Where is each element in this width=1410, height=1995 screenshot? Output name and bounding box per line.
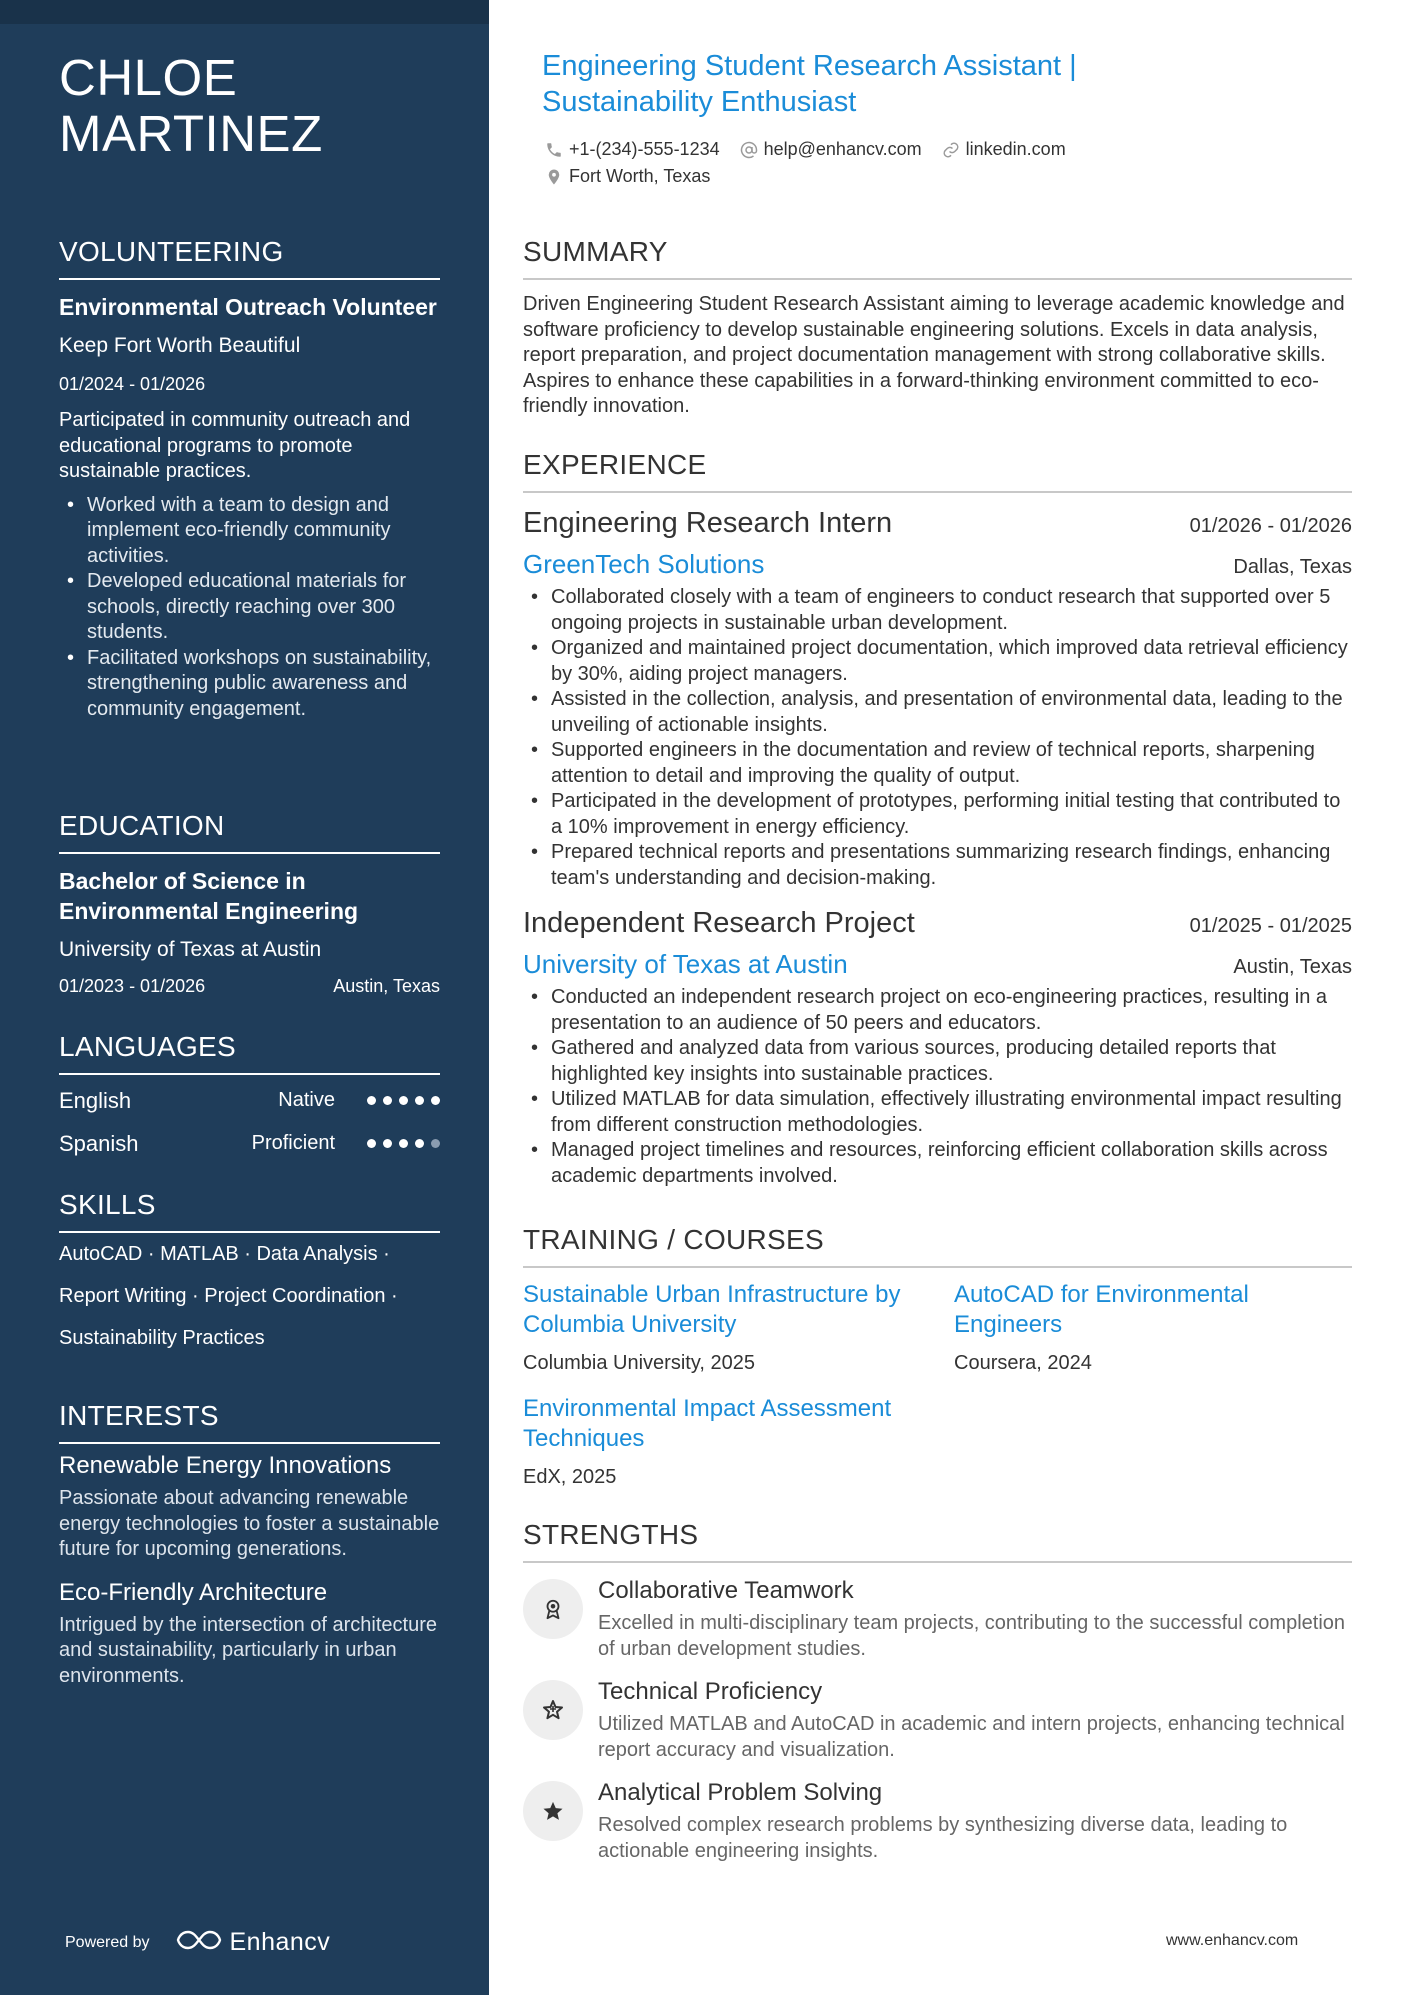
job-bullets	[523, 585, 1352, 891]
strength-item	[523, 1676, 1352, 1763]
experience-heading: EXPERIENCE	[523, 447, 1352, 493]
course-provider: Coursera, 2024	[954, 1352, 1092, 1374]
job-location: Austin, Texas	[1233, 956, 1352, 978]
volunteer-bullets	[59, 493, 440, 723]
job-bullet: • Gathered and analyzed data from various sources, producing detailed reports that highlighted key insights into sustainable practices.	[523, 1036, 1352, 1087]
strength-text	[598, 1575, 1352, 1662]
rating-dot	[383, 1096, 392, 1105]
rating-dot	[415, 1096, 424, 1105]
at-sign-icon	[740, 141, 758, 159]
education-dates: 01/2023 - 01/2026	[59, 976, 206, 996]
contact-row	[545, 136, 1345, 163]
summary-section	[523, 234, 1352, 420]
enhancv-logo-icon	[176, 1928, 222, 1957]
education-degree: Bachelor of Science in Environmental Engineering	[59, 868, 359, 924]
course-title: AutoCAD for Environmental Engineers	[954, 1281, 1249, 1338]
volunteer-bullet: • Developed educational materials for schools, directly reaching over 300 students.	[59, 569, 440, 646]
course-item	[523, 1394, 954, 1490]
training-heading: TRAINING / COURSES	[523, 1222, 1352, 1268]
phone-number: +1-(234)-555-1234	[569, 139, 720, 159]
strength-description: Utilized MATLAB and AutoCAD in academic and intern projects, enhancing technical report accuracy and visualization.	[598, 1713, 1345, 1761]
rating-dot	[367, 1139, 376, 1148]
linkedin-item[interactable]	[942, 139, 1066, 160]
rating-dot-empty	[431, 1139, 440, 1148]
training-section	[523, 1222, 1352, 1490]
skills-line: AutoCAD · MATLAB · Data Analysis ·	[59, 1243, 390, 1265]
job-dates: 01/2025 - 01/2025	[1189, 915, 1352, 937]
phone-item	[545, 139, 720, 160]
strength-title: Collaborative Teamwork	[598, 1577, 854, 1604]
course-provider: Columbia University, 2025	[523, 1352, 755, 1374]
strength-item	[523, 1575, 1352, 1662]
language-name: English	[59, 1087, 132, 1113]
education-section	[59, 808, 440, 998]
rating-dot	[415, 1139, 424, 1148]
job-location: Dallas, Texas	[1233, 556, 1352, 578]
strength-description: Excelled in multi-disciplinary team projects, contributing to the successful completion of urban development studies.	[598, 1612, 1346, 1660]
job-subheader	[523, 547, 1352, 581]
volunteering-section	[59, 234, 440, 722]
strength-title: Analytical Problem Solving	[598, 1779, 883, 1806]
strengths-section	[523, 1517, 1352, 1878]
language-name: Spanish	[59, 1130, 139, 1156]
job-company: University of Texas at Austin	[523, 949, 848, 979]
job-header	[523, 905, 1352, 941]
rating-dot	[383, 1139, 392, 1148]
link-icon	[942, 141, 960, 159]
job-bullet: • Managed project timelines and resources, reinforcing efficient collaboration skills across academic departments involved.	[523, 1138, 1352, 1189]
strength-description: Resolved complex research problems by synthesizing diverse data, leading to actionable engineering insights.	[598, 1814, 1288, 1862]
volunteer-bullet: • Worked with a team to design and implement eco-friendly community activities.	[59, 493, 440, 570]
job-bullet: • Utilized MATLAB for data simulation, effectively illustrating environmental impact resulting from different construction methodologies.	[523, 1087, 1352, 1138]
job-bullet: • Prepared technical reports and presentations summarizing research findings, enhancing team's understanding and decision-making.	[523, 840, 1352, 891]
location-item	[545, 166, 710, 187]
phone-icon	[545, 141, 563, 159]
star-sparkle-icon	[523, 1680, 583, 1740]
location-text: Fort Worth, Texas	[569, 166, 711, 186]
rating-dot	[431, 1096, 440, 1105]
language-rating	[367, 1096, 440, 1105]
footer-website[interactable]: www.enhancv.com	[1166, 1932, 1299, 1949]
language-rating	[367, 1139, 440, 1148]
strength-title: Technical Proficiency	[598, 1678, 823, 1705]
job-title: Independent Research Project	[523, 907, 915, 939]
course-grid	[523, 1280, 1352, 1490]
job-bullet: • Supported engineers in the documentation and review of technical reports, sharpening attention to detail and improving the quality of output.	[523, 738, 1352, 789]
job-company: GreenTech Solutions	[523, 549, 765, 579]
job-bullet: • Collaborated closely with a team of engineers to conduct research that supported over 5 ongoing projects in sustainable urban development.	[523, 585, 1352, 636]
job-subheader	[523, 947, 1352, 981]
skills-line: Report Writing · Project Coordination ·	[59, 1285, 398, 1307]
course-provider: EdX, 2025	[523, 1466, 617, 1488]
volunteer-role: Environmental Outreach Volunteer	[59, 294, 437, 320]
job-bullets	[523, 985, 1352, 1189]
job-entry	[523, 905, 1352, 1189]
interest-description: Intrigued by the intersection of architecture and sustainability, particularly in urban environments.	[59, 1613, 437, 1687]
job-title: Engineering Research Intern	[523, 507, 893, 539]
volunteer-bullet: • Facilitated workshops on sustainability, strengthening public awareness and community engagement.	[59, 646, 440, 723]
contact-row	[545, 163, 1345, 190]
strengths-heading: STRENGTHS	[523, 1517, 1352, 1563]
award-ribbon-icon	[523, 1579, 583, 1639]
education-meta	[59, 974, 440, 998]
star-icon	[523, 1781, 583, 1841]
interests-heading: INTERESTS	[59, 1398, 440, 1444]
course-title: Sustainable Urban Infrastructure by Columbia University	[523, 1281, 901, 1338]
language-row	[59, 1079, 440, 1122]
enhancv-brand-name: Enhancv	[229, 1928, 331, 1956]
interests-section	[59, 1398, 440, 1689]
rating-dot	[399, 1096, 408, 1105]
location-pin-icon	[545, 168, 563, 186]
languages-section	[59, 1029, 440, 1165]
email-address[interactable]: help@enhancv.com	[763, 139, 922, 159]
course-item	[954, 1280, 1352, 1376]
job-bullet: • Assisted in the collection, analysis, and presentation of environmental data, leading to the unveiling of actionable insights.	[523, 687, 1352, 738]
volunteer-dates: 01/2024 - 01/2026	[59, 374, 206, 394]
summary-heading: SUMMARY	[523, 234, 1352, 280]
strength-item	[523, 1777, 1352, 1864]
job-entry	[523, 505, 1352, 891]
job-dates: 01/2026 - 01/2026	[1189, 515, 1352, 537]
sidebar	[0, 0, 489, 1995]
language-level: Native	[278, 1089, 335, 1111]
powered-by-footer	[65, 1928, 330, 1957]
job-bullet: • Participated in the development of prototypes, performing initial testing that contributed to a 10% improvement in energy efficiency.	[523, 789, 1352, 840]
education-heading: EDUCATION	[59, 808, 440, 854]
linkedin-link[interactable]: linkedin.com	[965, 139, 1066, 159]
strength-text	[598, 1676, 1352, 1763]
skills-section	[59, 1187, 440, 1359]
rating-dot	[367, 1096, 376, 1105]
volunteer-description: Participated in community outreach and educational programs to promote sustainable practices.	[59, 409, 411, 482]
rating-dot	[399, 1139, 408, 1148]
summary-text: Driven Engineering Student Research Assistant aiming to leverage academic knowledge and software proficiency to develop sustainable engineering solutions. Excels in data analysis, report preparation, and project documentation management with strong collaborative skills. Aspires to enhance these capabilities in a forward-thinking environment committed to eco-friendly innovation.	[523, 293, 1345, 417]
contact-info	[545, 136, 1345, 190]
education-school: University of Texas at Austin	[59, 938, 322, 961]
strength-text	[598, 1777, 1352, 1864]
volunteer-organization: Keep Fort Worth Beautiful	[59, 334, 301, 357]
interest-description: Passionate about advancing renewable energy technologies to foster a sustainable future for upcoming generations.	[59, 1487, 440, 1560]
candidate-name: CHLOE MARTINEZ	[59, 49, 323, 162]
headline: Engineering Student Research Assistant | Sustainability Enthusiast	[542, 50, 1077, 118]
powered-by-label: Powered by	[65, 1933, 150, 1951]
education-location: Austin, Texas	[333, 976, 440, 996]
skills-heading: SKILLS	[59, 1187, 440, 1233]
email-item[interactable]	[740, 139, 922, 160]
skills-line: Sustainability Practices	[59, 1327, 265, 1349]
job-bullet: • Organized and maintained project documentation, which improved data retrieval efficiency by 30%, aiding project managers.	[523, 636, 1352, 687]
language-row	[59, 1122, 440, 1165]
interest-title: Renewable Energy Innovations	[59, 1452, 392, 1479]
sidebar-top-bar	[0, 0, 489, 24]
experience-section	[523, 447, 1352, 1189]
languages-heading: LANGUAGES	[59, 1029, 440, 1075]
course-title: Environmental Impact Assessment Techniques	[523, 1395, 892, 1452]
course-item	[523, 1280, 954, 1376]
language-level: Proficient	[251, 1132, 335, 1154]
volunteering-heading: VOLUNTEERING	[59, 234, 440, 280]
job-header	[523, 505, 1352, 541]
job-bullet: • Conducted an independent research project on eco-engineering practices, resulting in a presentation to an audience of 50 peers and educators.	[523, 985, 1352, 1036]
interest-title: Eco-Friendly Architecture	[59, 1578, 328, 1606]
